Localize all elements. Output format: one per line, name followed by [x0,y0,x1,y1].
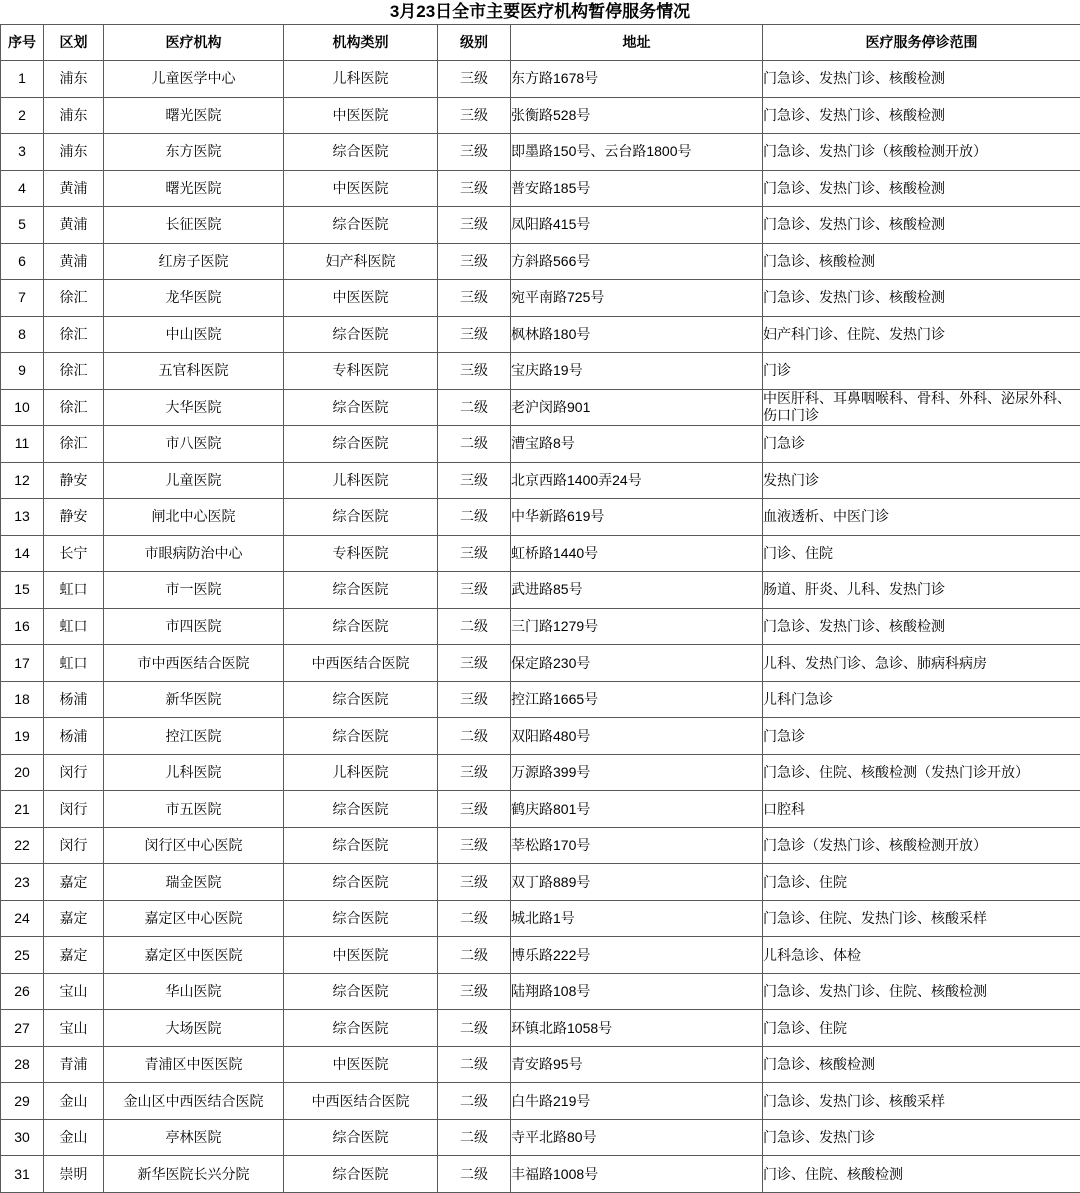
cell-category: 综合医院 [284,426,438,463]
cell-services: 门急诊、发热门诊、核酸检测 [763,608,1080,645]
cell-institution: 市五医院 [104,791,284,828]
cell-institution: 华山医院 [104,973,284,1010]
cell-address: 丰福路1008号 [511,1156,763,1193]
cell-seq: 23 [1,864,44,901]
cell-services: 门急诊、发热门诊、核酸检测 [763,207,1080,244]
cell-services: 门急诊、核酸检测 [763,243,1080,280]
cell-services: 门急诊 [763,718,1080,755]
cell-services: 门急诊、住院 [763,1010,1080,1047]
cell-seq: 16 [1,608,44,645]
cell-district: 宝山 [44,973,104,1010]
cell-institution: 市中西医结合医院 [104,645,284,682]
table-row [1,1119,1080,1156]
cell-address: 万源路399号 [511,754,763,791]
cell-category: 妇产科医院 [284,243,438,280]
table-row [1,499,1080,536]
cell-address: 保定路230号 [511,645,763,682]
cell-district: 徐汇 [44,280,104,317]
cell-services: 发热门诊 [763,462,1080,499]
cell-address: 双丁路889号 [511,864,763,901]
column-header-level: 级别 [438,25,511,61]
cell-category: 综合医院 [284,1010,438,1047]
table-row [1,681,1080,718]
cell-address: 三门路1279号 [511,608,763,645]
cell-district: 虹口 [44,608,104,645]
table-row [1,462,1080,499]
cell-level: 三级 [438,754,511,791]
cell-institution: 嘉定区中医医院 [104,937,284,974]
cell-services: 门诊、住院、核酸检测 [763,1156,1080,1193]
cell-address: 老沪闵路901 [511,389,763,426]
cell-institution: 东方医院 [104,134,284,171]
column-header-district: 区划 [44,25,104,61]
cell-institution: 儿童医院 [104,462,284,499]
cell-address: 双阳路480号 [511,718,763,755]
cell-district: 浦东 [44,97,104,134]
cell-level: 二级 [438,937,511,974]
table-row [1,791,1080,828]
cell-address: 白牛路219号 [511,1083,763,1120]
cell-address: 博乐路222号 [511,937,763,974]
cell-level: 三级 [438,973,511,1010]
cell-level: 三级 [438,353,511,390]
cell-address: 陆翔路108号 [511,973,763,1010]
cell-institution: 亭林医院 [104,1119,284,1156]
cell-seq: 10 [1,389,44,426]
cell-address: 武进路85号 [511,572,763,609]
cell-institution: 儿童医学中心 [104,61,284,98]
cell-district: 徐汇 [44,353,104,390]
cell-services: 门急诊、发热门诊、核酸采样 [763,1083,1080,1120]
cell-services: 门急诊、住院 [763,864,1080,901]
cell-institution: 闸北中心医院 [104,499,284,536]
cell-institution: 曙光医院 [104,170,284,207]
suspension-table [0,24,1080,1193]
table-row [1,1046,1080,1083]
cell-seq: 3 [1,134,44,171]
cell-category: 专科医院 [284,353,438,390]
cell-seq: 4 [1,170,44,207]
cell-level: 二级 [438,1119,511,1156]
column-header-category: 机构类别 [284,25,438,61]
cell-district: 徐汇 [44,316,104,353]
cell-services: 门急诊、发热门诊、住院、核酸检测 [763,973,1080,1010]
cell-seq: 30 [1,1119,44,1156]
cell-category: 综合医院 [284,827,438,864]
cell-district: 黄浦 [44,243,104,280]
cell-institution: 市八医院 [104,426,284,463]
cell-district: 徐汇 [44,389,104,426]
table-row [1,61,1080,98]
table-row [1,207,1080,244]
cell-services: 口腔科 [763,791,1080,828]
cell-district: 静安 [44,462,104,499]
table-row [1,1156,1080,1193]
table-row [1,535,1080,572]
cell-level: 三级 [438,681,511,718]
cell-seq: 26 [1,973,44,1010]
cell-district: 浦东 [44,61,104,98]
cell-address: 虹桥路1440号 [511,535,763,572]
cell-category: 儿科医院 [284,754,438,791]
cell-district: 金山 [44,1083,104,1120]
cell-seq: 28 [1,1046,44,1083]
cell-seq: 1 [1,61,44,98]
cell-address: 宛平南路725号 [511,280,763,317]
cell-category: 综合医院 [284,973,438,1010]
cell-seq: 2 [1,97,44,134]
cell-level: 三级 [438,572,511,609]
cell-address: 张衡路528号 [511,97,763,134]
cell-services: 儿科急诊、体检 [763,937,1080,974]
cell-institution: 控江医院 [104,718,284,755]
cell-category: 综合医院 [284,207,438,244]
cell-address: 枫林路180号 [511,316,763,353]
cell-level: 二级 [438,426,511,463]
table-row [1,937,1080,974]
cell-level: 三级 [438,316,511,353]
cell-category: 综合医院 [284,499,438,536]
cell-services: 门急诊、发热门诊、核酸检测 [763,61,1080,98]
cell-category: 综合医院 [284,1156,438,1193]
column-header-services: 医疗服务停诊范围 [763,25,1080,61]
cell-level: 三级 [438,61,511,98]
cell-institution: 瑞金医院 [104,864,284,901]
cell-services: 门急诊、发热门诊、核酸检测 [763,280,1080,317]
table-row [1,280,1080,317]
cell-services: 门急诊、发热门诊（核酸检测开放） [763,134,1080,171]
cell-district: 嘉定 [44,900,104,937]
cell-seq: 29 [1,1083,44,1120]
column-header-institution: 医疗机构 [104,25,284,61]
cell-institution: 金山区中西医结合医院 [104,1083,284,1120]
cell-category: 综合医院 [284,389,438,426]
cell-seq: 5 [1,207,44,244]
cell-district: 闵行 [44,754,104,791]
cell-category: 中医医院 [284,280,438,317]
cell-district: 虹口 [44,645,104,682]
cell-district: 闵行 [44,791,104,828]
cell-address: 凤阳路415号 [511,207,763,244]
cell-institution: 青浦区中医医院 [104,1046,284,1083]
cell-category: 专科医院 [284,535,438,572]
table-row [1,754,1080,791]
table-row [1,316,1080,353]
cell-level: 三级 [438,864,511,901]
table-row [1,134,1080,171]
page-title: 3月23日全市主要医疗机构暂停服务情况 [389,2,691,21]
cell-address: 漕宝路8号 [511,426,763,463]
cell-seq: 25 [1,937,44,974]
cell-services: 门急诊 [763,426,1080,463]
cell-level: 二级 [438,1046,511,1083]
cell-district: 黄浦 [44,170,104,207]
cell-district: 徐汇 [44,426,104,463]
cell-institution: 新华医院长兴分院 [104,1156,284,1193]
cell-category: 综合医院 [284,718,438,755]
cell-category: 综合医院 [284,572,438,609]
cell-district: 杨浦 [44,718,104,755]
table-row [1,827,1080,864]
cell-level: 二级 [438,499,511,536]
cell-district: 杨浦 [44,681,104,718]
cell-seq: 12 [1,462,44,499]
cell-category: 中医医院 [284,937,438,974]
table-row [1,353,1080,390]
cell-institution: 红房子医院 [104,243,284,280]
table-row [1,864,1080,901]
cell-services: 肠道、肝炎、儿科、发热门诊 [763,572,1080,609]
cell-level: 三级 [438,243,511,280]
cell-seq: 9 [1,353,44,390]
cell-address: 控江路1665号 [511,681,763,718]
table-row [1,900,1080,937]
cell-level: 二级 [438,608,511,645]
cell-institution: 嘉定区中心医院 [104,900,284,937]
cell-district: 静安 [44,499,104,536]
cell-services: 血液透析、中医门诊 [763,499,1080,536]
header-row [1,25,1080,61]
cell-category: 中西医结合医院 [284,645,438,682]
cell-level: 三级 [438,791,511,828]
cell-level: 三级 [438,280,511,317]
cell-district: 宝山 [44,1010,104,1047]
cell-seq: 24 [1,900,44,937]
cell-category: 儿科医院 [284,462,438,499]
cell-category: 综合医院 [284,681,438,718]
cell-district: 黄浦 [44,207,104,244]
table-row [1,97,1080,134]
cell-address: 北京西路1400弄24号 [511,462,763,499]
cell-address: 环镇北路1058号 [511,1010,763,1047]
cell-institution: 儿科医院 [104,754,284,791]
cell-category: 综合医院 [284,864,438,901]
cell-seq: 8 [1,316,44,353]
cell-institution: 中山医院 [104,316,284,353]
cell-seq: 13 [1,499,44,536]
cell-address: 寺平北路80号 [511,1119,763,1156]
table-row [1,1010,1080,1047]
cell-seq: 22 [1,827,44,864]
cell-seq: 19 [1,718,44,755]
cell-address: 中华新路619号 [511,499,763,536]
cell-institution: 龙华医院 [104,280,284,317]
cell-address: 宝庆路19号 [511,353,763,390]
column-header-address: 地址 [511,25,763,61]
cell-institution: 市一医院 [104,572,284,609]
cell-address: 鹤庆路801号 [511,791,763,828]
cell-address: 普安路185号 [511,170,763,207]
cell-seq: 14 [1,535,44,572]
table-row [1,243,1080,280]
cell-institution: 曙光医院 [104,97,284,134]
table-row [1,170,1080,207]
cell-institution: 长征医院 [104,207,284,244]
cell-services: 门急诊（发热门诊、核酸检测开放） [763,827,1080,864]
cell-seq: 20 [1,754,44,791]
cell-services: 儿科、发热门诊、急诊、肺病科病房 [763,645,1080,682]
cell-services: 妇产科门诊、住院、发热门诊 [763,316,1080,353]
table-row [1,645,1080,682]
cell-district: 青浦 [44,1046,104,1083]
cell-address: 城北路1号 [511,900,763,937]
cell-level: 二级 [438,1083,511,1120]
cell-level: 三级 [438,170,511,207]
cell-district: 闵行 [44,827,104,864]
cell-services: 门急诊、住院、核酸检测（发热门诊开放） [763,754,1080,791]
cell-level: 三级 [438,827,511,864]
cell-category: 儿科医院 [284,61,438,98]
cell-level: 三级 [438,134,511,171]
cell-level: 三级 [438,535,511,572]
cell-category: 综合医院 [284,900,438,937]
cell-services: 儿科门急诊 [763,681,1080,718]
cell-seq: 11 [1,426,44,463]
cell-address: 莘松路170号 [511,827,763,864]
cell-services: 门急诊、发热门诊、核酸检测 [763,97,1080,134]
table-row [1,1083,1080,1120]
cell-level: 二级 [438,1010,511,1047]
cell-services: 门急诊、发热门诊、核酸检测 [763,170,1080,207]
cell-level: 二级 [438,718,511,755]
cell-level: 二级 [438,1156,511,1193]
cell-seq: 27 [1,1010,44,1047]
cell-services: 中医肝科、耳鼻咽喉科、骨科、外科、泌尿外科、伤口门诊 [763,389,1080,426]
cell-services: 门急诊、发热门诊 [763,1119,1080,1156]
table-row [1,973,1080,1010]
cell-level: 三级 [438,462,511,499]
cell-level: 二级 [438,900,511,937]
cell-seq: 15 [1,572,44,609]
cell-address: 即墨路150号、云台路1800号 [511,134,763,171]
cell-district: 浦东 [44,134,104,171]
cell-district: 长宁 [44,535,104,572]
cell-institution: 闵行区中心医院 [104,827,284,864]
table-row [1,608,1080,645]
cell-level: 三级 [438,645,511,682]
cell-category: 中医医院 [284,1046,438,1083]
table-row [1,426,1080,463]
cell-category: 中西医结合医院 [284,1083,438,1120]
cell-institution: 市眼病防治中心 [104,535,284,572]
cell-institution: 五官科医院 [104,353,284,390]
cell-institution: 市四医院 [104,608,284,645]
table-row [1,718,1080,755]
cell-category: 中医医院 [284,170,438,207]
cell-institution: 大华医院 [104,389,284,426]
cell-district: 虹口 [44,572,104,609]
cell-address: 方斜路566号 [511,243,763,280]
cell-level: 三级 [438,97,511,134]
cell-institution: 新华医院 [104,681,284,718]
cell-seq: 21 [1,791,44,828]
table-row [1,389,1080,426]
cell-category: 综合医院 [284,1119,438,1156]
cell-services: 门诊、住院 [763,535,1080,572]
cell-level: 三级 [438,207,511,244]
cell-category: 综合医院 [284,608,438,645]
cell-seq: 17 [1,645,44,682]
cell-district: 金山 [44,1119,104,1156]
cell-category: 综合医院 [284,791,438,828]
cell-level: 二级 [438,389,511,426]
table-row [1,572,1080,609]
cell-seq: 7 [1,280,44,317]
cell-district: 嘉定 [44,937,104,974]
cell-seq: 18 [1,681,44,718]
cell-services: 门急诊、住院、发热门诊、核酸采样 [763,900,1080,937]
cell-category: 综合医院 [284,316,438,353]
cell-category: 中医医院 [284,97,438,134]
cell-district: 崇明 [44,1156,104,1193]
cell-category: 综合医院 [284,134,438,171]
cell-seq: 6 [1,243,44,280]
cell-address: 青安路95号 [511,1046,763,1083]
cell-address: 东方路1678号 [511,61,763,98]
cell-services: 门诊 [763,353,1080,390]
cell-services: 门急诊、核酸检测 [763,1046,1080,1083]
column-header-seq: 序号 [1,25,44,61]
cell-institution: 大场医院 [104,1010,284,1047]
cell-seq: 31 [1,1156,44,1193]
cell-district: 嘉定 [44,864,104,901]
